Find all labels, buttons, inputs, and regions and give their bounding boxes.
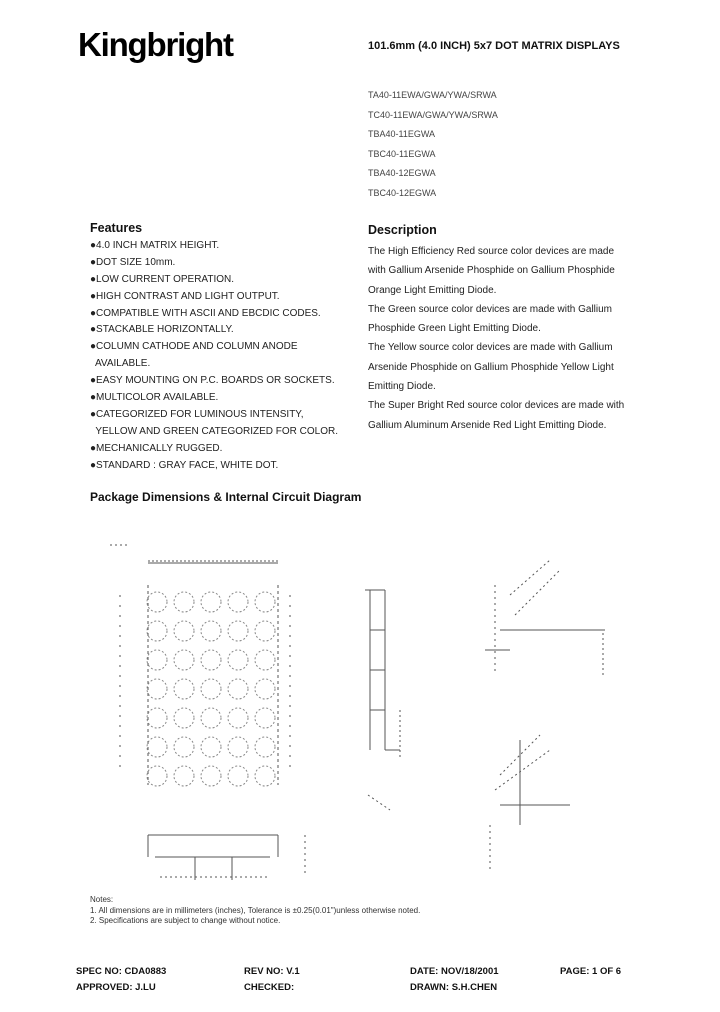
feature-item: ●COLUMN CATHODE AND COLUMN ANODE [90,341,298,353]
led-dot [228,766,248,786]
spec-number: SPEC NO: CDA0883 [76,966,167,977]
front-view [110,545,290,785]
notes-heading: Notes: [90,895,114,904]
led-dot [228,679,248,699]
drawn-by: DRAWN: S.H.CHEN [410,982,498,993]
led-dot [255,766,275,786]
feature-item: YELLOW AND GREEN CATEGORIZED FOR COLOR. [90,425,339,437]
led-dot [174,679,194,699]
document-date: DATE: NOV/18/2001 [410,966,499,977]
part-number-list [368,86,498,203]
part-number: TBC40-11EGWA [368,148,436,159]
part-number: TBA40-11EGWA [368,129,436,139]
led-dot [201,592,221,612]
led-dot [201,621,221,641]
revision-number: REV NO: V.1 [244,966,300,977]
feature-item: ●4.0 INCH MATRIX HEIGHT. [90,240,220,251]
checked-by: CHECKED: [244,982,295,993]
led-dot [255,708,275,728]
led-dot [201,679,221,699]
approved-by: APPROVED: J.LU [76,982,156,993]
description-line: Arsenide Phosphide on Gallium Phosphide Yellow Light [368,361,614,373]
description-line: The Super Bright Red source color devices are made with [368,400,625,412]
part-number: TC40-11EWA/GWA/YWA/SRWA [368,109,498,120]
note-item: 2. Specifications are subject to change without notice. [90,916,281,925]
feature-item: ●DOT SIZE 10mm. [90,256,176,268]
led-dot [255,679,275,699]
description-text [368,242,638,435]
led-dot [228,650,248,670]
note-item: 1. All dimensions are in millimeters (inches), Tolerance is ±0.25(0.01")unless otherwise noted. [90,905,421,915]
led-dot [201,708,221,728]
led-dot-grid [147,592,275,786]
feature-item: ●MECHANICALLY RUGGED. [90,442,223,454]
led-dot [228,737,248,757]
led-dot [255,650,275,670]
pin-crosshair-view [490,735,570,870]
feature-item: ●STANDARD : GRAY FACE, WHITE DOT. [90,459,279,471]
led-dot [174,592,194,612]
led-dot [147,766,167,786]
description-line: Gallium Aluminum Arsenide Red Light Emitting Diode. [368,419,607,431]
led-dot [228,621,248,641]
notes [90,895,420,927]
part-number: TA40-11EWA/GWA/YWA/SRWA [368,90,497,100]
led-dot [201,650,221,670]
part-number: TBC40-12EGWA [368,187,437,198]
document-title: 101.6mm (4.0 INCH) 5x7 DOT MATRIX DISPLAYS [368,40,620,52]
description-line: Orange Light Emitting Diode. [368,284,497,296]
part-number: TBA40-12EGWA [368,168,436,178]
led-dot [174,621,194,641]
feature-item: ●EASY MOUNTING ON P.C. BOARDS OR SOCKETS. [90,375,335,387]
page-number: PAGE: 1 OF 6 [560,966,622,977]
pin-view [485,560,605,675]
feature-item: ●COMPATIBLE WITH ASCII AND EBCDIC CODES. [90,307,321,319]
features-list [90,238,338,474]
features-heading: Features [90,221,143,235]
led-dot [174,766,194,786]
feature-item: ●LOW CURRENT OPERATION. [90,273,235,285]
led-dot [255,592,275,612]
feature-item: ●CATEGORIZED FOR LUMINOUS INTENSITY, [90,408,304,420]
kingbright-logo: Kingbright [78,26,233,63]
led-dot [147,592,167,612]
led-dot [201,737,221,757]
led-dot [147,708,167,728]
description-line: Phosphide Green Light Emitting Diode. [368,323,541,335]
feature-item: ●MULTICOLOR AVAILABLE. [90,392,219,404]
package-dimensions-diagram [100,525,620,895]
led-dot [228,708,248,728]
feature-item: ●STACKABLE HORIZONTALLY. [90,324,234,336]
led-dot [228,592,248,612]
bottom-view [148,835,305,880]
led-dot [147,621,167,641]
led-dot [147,679,167,699]
led-dot [174,737,194,757]
led-dot [255,621,275,641]
led-dot [255,737,275,757]
side-view [365,590,400,810]
feature-item: AVAILABLE. [90,358,151,370]
led-dot [147,737,167,757]
feature-item: ●HIGH CONTRAST AND LIGHT OUTPUT. [90,290,280,302]
description-line: The Green source color devices are made with Gallium [368,303,612,315]
led-dot [201,766,221,786]
description-line: The High Efficiency Red source color devices are made [368,246,615,257]
package-heading: Package Dimensions & Internal Circuit Diagram [90,490,362,504]
led-dot [147,650,167,670]
led-dot [174,708,194,728]
led-dot [174,650,194,670]
description-line: The Yellow source color devices are made with Gallium [368,342,613,354]
description-line: with Gallium Arsenide Phosphide on Gallium Phosphide [368,265,615,277]
description-line: Emitting Diode. [368,381,436,393]
description-heading: Description [368,223,437,237]
